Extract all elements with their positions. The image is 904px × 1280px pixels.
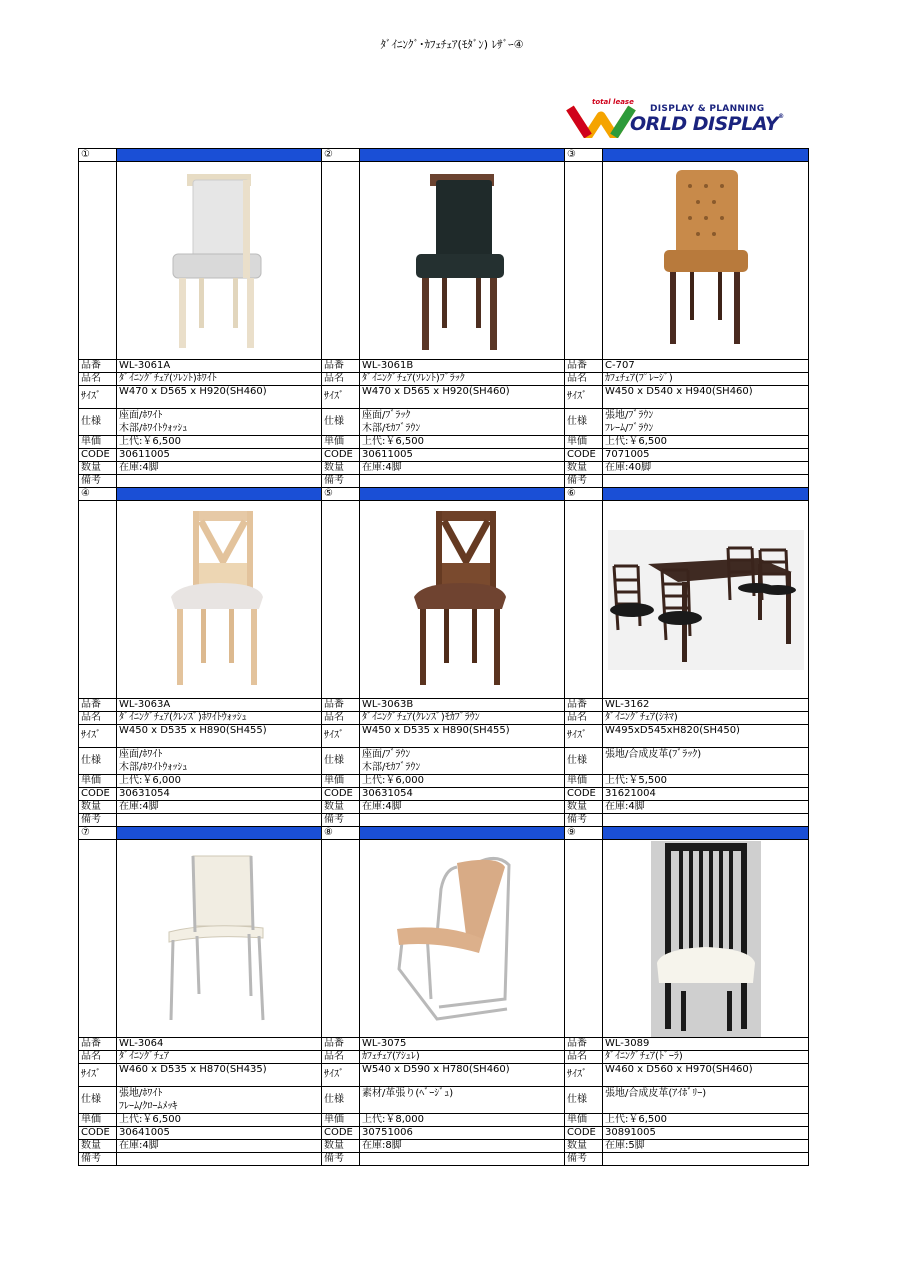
label-tanka: 単価 — [79, 1114, 117, 1127]
label-tanka: 単価 — [79, 436, 117, 449]
label-size: ｻｲｽﾞ — [79, 725, 117, 748]
label-hinban: 品番 — [565, 360, 603, 373]
item-size: W460 x D560 x H970(SH460) — [603, 1064, 809, 1087]
label-hinmei: 品名 — [565, 1051, 603, 1064]
item-size: W495xD545xH820(SH450) — [603, 725, 809, 748]
label-shiyo: 仕様 — [565, 1087, 603, 1114]
label-hinban: 品番 — [322, 1038, 360, 1051]
label-size: ｻｲｽﾞ — [565, 1064, 603, 1087]
item-suryo: 在庫:5脚 — [603, 1140, 809, 1153]
item-size: W470 x D565 x H920(SH460) — [117, 386, 322, 409]
document-title: ﾀﾞｲﾆﾝｸﾞ･ｶﾌｪﾁｪｱ(ﾓﾀﾞﾝ) ﾚｻﾞｰ④ — [380, 38, 524, 51]
label-hinmei: 品名 — [79, 1051, 117, 1064]
item-header-bar — [117, 149, 322, 162]
label-suryo: 数量 — [322, 462, 360, 475]
item-code: 30631054 — [360, 788, 565, 801]
item-hinmei: ﾀﾞｲﾆﾝｸﾞﾁｪｱ(ﾄﾞｰﾗ) — [603, 1051, 809, 1064]
label-hinban: 品番 — [79, 360, 117, 373]
item-number: ⑦ — [79, 827, 117, 840]
label-tanka: 単価 — [565, 436, 603, 449]
label-size: ｻｲｽﾞ — [79, 1064, 117, 1087]
item-number: ① — [79, 149, 117, 162]
label-suryo: 数量 — [322, 1140, 360, 1153]
label-suryo: 数量 — [565, 801, 603, 814]
item-suryo: 在庫:4脚 — [603, 801, 809, 814]
label-biko: 備考 — [322, 814, 360, 827]
item-hinmei: ｶﾌｪﾁｪｱ(ﾌﾟﾚｰｼﾞ) — [603, 373, 809, 386]
product-photo — [360, 162, 565, 360]
item-hinban: WL-3061B — [360, 360, 565, 373]
label-size: ｻｲｽﾞ — [322, 386, 360, 409]
label-hinmei: 品名 — [322, 373, 360, 386]
label-hinban: 品番 — [565, 1038, 603, 1051]
w-logo-icon — [566, 102, 636, 138]
label-biko: 備考 — [322, 1153, 360, 1166]
item-biko — [117, 814, 322, 827]
label-suryo: 数量 — [79, 462, 117, 475]
label-biko: 備考 — [565, 1153, 603, 1166]
item-hinban: WL-3075 — [360, 1038, 565, 1051]
item-code: 30641005 — [117, 1127, 322, 1140]
item-tanka: 上代:￥6,000 — [117, 775, 322, 788]
item-suryo: 在庫:4脚 — [117, 801, 322, 814]
item-hinban: WL-3061A — [117, 360, 322, 373]
item-size: W450 x D540 x H940(SH460) — [603, 386, 809, 409]
item-biko — [603, 1153, 809, 1166]
label-biko: 備考 — [565, 814, 603, 827]
item-spec: 張地/ﾌﾞﾗｳﾝ ﾌﾚｰﾑ/ﾌﾞﾗｳﾝ — [603, 409, 809, 436]
product-photo — [603, 162, 809, 360]
item-spec: 座面/ﾎﾜｲﾄ 木部/ﾎﾜｲﾄｳｫｯｼｭ — [117, 748, 322, 775]
label-shiyo: 仕様 — [79, 409, 117, 436]
label-suryo: 数量 — [79, 1140, 117, 1153]
item-number: ③ — [565, 149, 603, 162]
label-biko: 備考 — [79, 475, 117, 488]
label-shiyo: 仕様 — [322, 409, 360, 436]
item-size: W450 x D535 x H890(SH455) — [117, 725, 322, 748]
label-size: ｻｲｽﾞ — [322, 725, 360, 748]
item-size: W450 x D535 x H890(SH455) — [360, 725, 565, 748]
item-biko — [117, 1153, 322, 1166]
label-suryo: 数量 — [565, 462, 603, 475]
item-tanka: 上代:￥5,500 — [603, 775, 809, 788]
label-tanka: 単価 — [565, 775, 603, 788]
item-hinban: WL-3064 — [117, 1038, 322, 1051]
label-code: CODE — [322, 788, 360, 801]
label-tanka: 単価 — [322, 775, 360, 788]
label-shiyo: 仕様 — [322, 1087, 360, 1114]
label-hinmei: 品名 — [79, 373, 117, 386]
world-display-logo — [566, 100, 806, 140]
label-code: CODE — [322, 449, 360, 462]
item-biko — [360, 814, 565, 827]
item-spec: 張地/合成皮革(ｱｲﾎﾞﾘｰ) — [603, 1087, 809, 1114]
label-code: CODE — [565, 788, 603, 801]
item-header-bar — [360, 488, 565, 501]
label-tanka: 単価 — [322, 1114, 360, 1127]
item-header-bar — [603, 149, 809, 162]
item-hinmei: ｶﾌｪﾁｪｱ(ｱｼｭﾚ) — [360, 1051, 565, 1064]
item-hinmei: ﾀﾞｲﾆﾝｸﾞﾁｪｱ — [117, 1051, 322, 1064]
label-biko: 備考 — [79, 814, 117, 827]
item-suryo: 在庫:40脚 — [603, 462, 809, 475]
product-photo — [117, 501, 322, 699]
label-hinmei: 品名 — [565, 712, 603, 725]
label-size: ｻｲｽﾞ — [565, 386, 603, 409]
item-tanka: 上代:￥6,500 — [603, 1114, 809, 1127]
label-hinmei: 品名 — [322, 712, 360, 725]
label-hinmei: 品名 — [565, 373, 603, 386]
logo-tagline: total lease — [592, 98, 634, 106]
item-hinmei: ﾀﾞｲﾆﾝｸﾞﾁｪｱ(ｸﾚﾝｽﾞ)ﾓｶﾌﾞﾗｳﾝ — [360, 712, 565, 725]
item-spec: 座面/ﾌﾞﾗｯｸ 木部/ﾓｶﾌﾞﾗｳﾝ — [360, 409, 565, 436]
logo-name: ORLD DISPLAY® — [630, 113, 784, 135]
item-hinban: WL-3162 — [603, 699, 809, 712]
label-hinban: 品番 — [565, 699, 603, 712]
item-code: 30611005 — [117, 449, 322, 462]
item-biko — [360, 1153, 565, 1166]
item-header-bar — [360, 827, 565, 840]
item-biko — [360, 475, 565, 488]
product-grid — [78, 148, 809, 1166]
item-hinmei: ﾀﾞｲﾆﾝｸﾞﾁｪｱ(ｿﾚﾝﾄ)ﾌﾞﾗｯｸ — [360, 373, 565, 386]
item-spec: 座面/ﾎﾜｲﾄ 木部/ﾎﾜｲﾄｳｫｯｼｭ — [117, 409, 322, 436]
logo-subtitle: DISPLAY & PLANNING — [650, 104, 765, 114]
item-tanka: 上代:￥6,500 — [117, 1114, 322, 1127]
item-number: ⑥ — [565, 488, 603, 501]
item-tanka: 上代:￥6,000 — [360, 775, 565, 788]
item-hinban: WL-3063A — [117, 699, 322, 712]
item-number: ② — [322, 149, 360, 162]
label-code: CODE — [79, 1127, 117, 1140]
item-size: W470 x D565 x H920(SH460) — [360, 386, 565, 409]
item-hinmei: ﾀﾞｲﾆﾝｸﾞﾁｪｱ(ｸﾚﾝｽﾞ)ﾎﾜｲﾄｳｫｯｼｭ — [117, 712, 322, 725]
label-size: ｻｲｽﾞ — [565, 725, 603, 748]
item-code: 30631054 — [117, 788, 322, 801]
item-biko — [603, 475, 809, 488]
label-code: CODE — [565, 1127, 603, 1140]
item-spec: 張地/合成皮革(ﾌﾞﾗｯｸ) — [603, 748, 809, 775]
label-shiyo: 仕様 — [79, 1087, 117, 1114]
label-hinmei: 品名 — [322, 1051, 360, 1064]
product-photo — [360, 840, 565, 1038]
product-photo — [117, 162, 322, 360]
item-hinmei: ﾀﾞｲﾆﾝｸﾞﾁｪｱ(ｼﾈﾏ) — [603, 712, 809, 725]
item-biko — [603, 814, 809, 827]
item-number: ⑨ — [565, 827, 603, 840]
item-tanka: 上代:￥8,000 — [360, 1114, 565, 1127]
item-header-bar — [360, 149, 565, 162]
label-shiyo: 仕様 — [565, 409, 603, 436]
label-biko: 備考 — [79, 1153, 117, 1166]
label-size: ｻｲｽﾞ — [79, 386, 117, 409]
item-code: 7071005 — [603, 449, 809, 462]
label-biko: 備考 — [322, 475, 360, 488]
label-tanka: 単価 — [79, 775, 117, 788]
item-tanka: 上代:￥6,500 — [603, 436, 809, 449]
item-number: ⑤ — [322, 488, 360, 501]
item-hinban: C-707 — [603, 360, 809, 373]
label-tanka: 単価 — [322, 436, 360, 449]
item-spec: 張地/ﾎﾜｲﾄ ﾌﾚｰﾑ/ｸﾛｰﾑﾒｯｷ — [117, 1087, 322, 1114]
label-hinban: 品番 — [79, 699, 117, 712]
item-header-bar — [603, 488, 809, 501]
label-code: CODE — [322, 1127, 360, 1140]
label-hinban: 品番 — [322, 699, 360, 712]
product-photo — [603, 840, 809, 1038]
item-code: 31621004 — [603, 788, 809, 801]
item-size: W540 x D590 x H780(SH460) — [360, 1064, 565, 1087]
label-hinban: 品番 — [79, 1038, 117, 1051]
item-code: 30891005 — [603, 1127, 809, 1140]
item-hinmei: ﾀﾞｲﾆﾝｸﾞﾁｪｱ(ｿﾚﾝﾄ)ﾎﾜｲﾄ — [117, 373, 322, 386]
label-hinban: 品番 — [322, 360, 360, 373]
label-suryo: 数量 — [565, 1140, 603, 1153]
item-hinban: WL-3063B — [360, 699, 565, 712]
item-suryo: 在庫:8脚 — [360, 1140, 565, 1153]
label-suryo: 数量 — [79, 801, 117, 814]
label-shiyo: 仕様 — [565, 748, 603, 775]
item-suryo: 在庫:4脚 — [117, 462, 322, 475]
item-suryo: 在庫:4脚 — [360, 462, 565, 475]
item-number: ⑧ — [322, 827, 360, 840]
item-tanka: 上代:￥6,500 — [360, 436, 565, 449]
product-photo — [603, 501, 809, 699]
label-code: CODE — [565, 449, 603, 462]
label-shiyo: 仕様 — [79, 748, 117, 775]
item-code: 30751006 — [360, 1127, 565, 1140]
product-photo — [117, 840, 322, 1038]
item-spec: 素材/革張り(ﾍﾞｰｼﾞｭ) — [360, 1087, 565, 1114]
item-number: ④ — [79, 488, 117, 501]
label-hinmei: 品名 — [79, 712, 117, 725]
item-suryo: 在庫:4脚 — [117, 1140, 322, 1153]
item-biko — [117, 475, 322, 488]
label-suryo: 数量 — [322, 801, 360, 814]
product-photo — [360, 501, 565, 699]
item-header-bar — [117, 827, 322, 840]
label-code: CODE — [79, 788, 117, 801]
item-suryo: 在庫:4脚 — [360, 801, 565, 814]
item-hinban: WL-3089 — [603, 1038, 809, 1051]
label-code: CODE — [79, 449, 117, 462]
item-header-bar — [117, 488, 322, 501]
item-code: 30611005 — [360, 449, 565, 462]
item-tanka: 上代:￥6,500 — [117, 436, 322, 449]
label-biko: 備考 — [565, 475, 603, 488]
label-tanka: 単価 — [565, 1114, 603, 1127]
label-shiyo: 仕様 — [322, 748, 360, 775]
item-header-bar — [603, 827, 809, 840]
item-size: W460 x D535 x H870(SH435) — [117, 1064, 322, 1087]
label-size: ｻｲｽﾞ — [322, 1064, 360, 1087]
item-spec: 座面/ﾌﾞﾗｳﾝ 木部/ﾓｶﾌﾞﾗｳﾝ — [360, 748, 565, 775]
